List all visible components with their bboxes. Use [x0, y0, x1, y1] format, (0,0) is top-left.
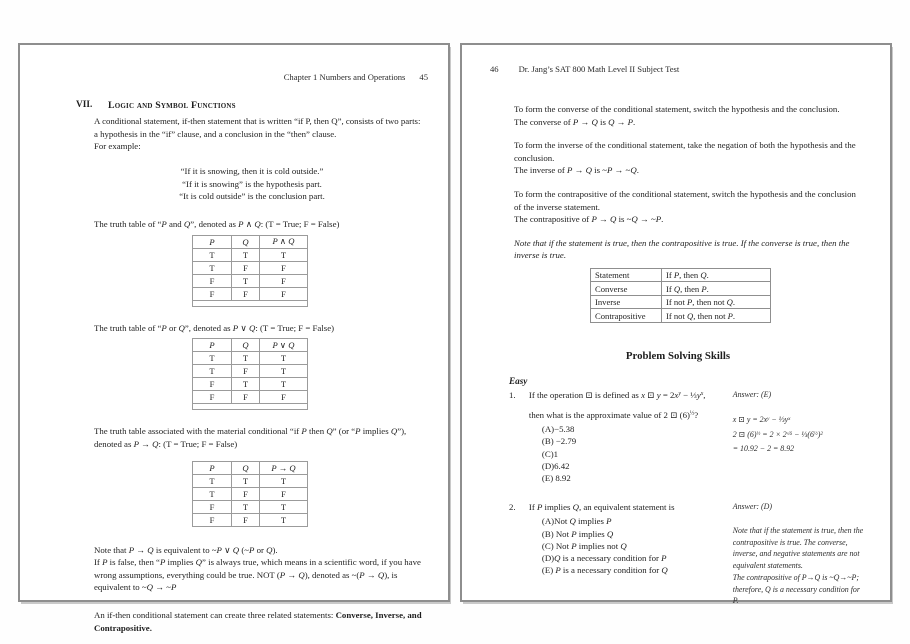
table-cell: Statement	[591, 268, 662, 282]
table-row	[193, 474, 308, 487]
and-truth-table	[192, 235, 308, 307]
table-cell: T	[260, 248, 308, 261]
example-line: “If it is snowing, then it is cold outside.”	[180, 165, 324, 176]
table-cell: T	[232, 274, 260, 287]
solution-line: x ⊡ $y = 2x^y$ − $\frac{1}{3}y^x$	[732, 415, 791, 425]
table-cell: T	[260, 352, 308, 365]
example-line: “It is cold outside” is the conclusion part.	[179, 191, 325, 202]
question-body	[529, 501, 733, 608]
right-page	[460, 43, 892, 606]
notes-paragraph	[94, 544, 426, 594]
section-heading	[76, 99, 428, 112]
question-2	[509, 501, 866, 608]
conditional-table-caption: The truth table associated with the material conditional “if P then Q” (or “P implies Q”), denoted as P → Q: (T = True; F = False)	[94, 426, 407, 449]
table-row	[591, 268, 771, 282]
table-cell: Converse	[591, 282, 662, 296]
paragraph-body: To form the converse of the conditional statement, switch the hypothesis and the conclusion.	[514, 104, 840, 114]
table-cell: T	[193, 487, 232, 500]
table-cell: F	[232, 391, 260, 404]
table-cell: F	[193, 513, 232, 526]
closing-paragraph: An if-then conditional statement can create three related statements: Converse, Inverse, and Contrapositive.	[94, 609, 422, 633]
table-cell: F	[232, 261, 260, 274]
table-header-cell: P ∨ Q	[260, 339, 308, 352]
note-line: Note that P → Q is equivalent to ~P ∨ Q (~P or Q).	[94, 544, 278, 555]
answer-label: Answer: (E)	[732, 389, 772, 399]
table-row	[193, 513, 308, 526]
chapter-header-text: Chapter 1 Numbers and Operations	[283, 72, 406, 82]
converse-paragraph	[514, 103, 864, 128]
table-cell: If not P, then not Q.	[662, 295, 771, 309]
table-row	[193, 287, 308, 300]
table-cell: If Q, then P.	[662, 282, 771, 296]
table-cell: F	[260, 287, 308, 300]
solution-line: = 10.92 − 2 = 8.92	[732, 444, 795, 454]
table-row	[591, 282, 771, 296]
table-cell: F	[193, 391, 232, 404]
choice-item: (B) −2.79	[541, 436, 577, 447]
table-header-cell: P → Q	[260, 461, 308, 474]
paragraph-formula: The contrapositive of P → Q is ~Q → ~P.	[514, 214, 664, 225]
note-line: If P is false, then “P implies Q” is always true, which means in a scientific word, if you have wrong assumptions, everything could be true. NOT (P → Q), denoted as ~(P → Q), is equivalent to ~Q → ~P	[94, 557, 421, 593]
table-cell: T	[232, 352, 260, 365]
problem-solving-skills-heading: Problem Solving Skills	[625, 349, 731, 362]
book-title-header: Dr. Jang’s SAT 800 Math Level II Subject Test	[518, 64, 680, 74]
table-cell: T	[232, 474, 260, 487]
question-body	[529, 389, 733, 485]
table-header-row	[193, 235, 308, 248]
inverse-paragraph	[514, 139, 864, 177]
table-bottom-strip	[193, 300, 308, 306]
answer-column	[733, 501, 866, 608]
question-text: If P implies Q, an equivalent statement is	[528, 501, 675, 512]
table-header-cell: P	[193, 461, 232, 474]
table-cell: F	[193, 378, 232, 391]
page-number: 46	[490, 64, 499, 74]
choice-item: (A)−5.38	[541, 424, 575, 435]
table-cell: F	[260, 274, 308, 287]
statement-forms-table	[590, 268, 771, 323]
answer-label: Answer: (D)	[732, 501, 772, 511]
table-header-cell: P ∧ Q	[260, 235, 308, 248]
table-header-row	[193, 339, 308, 352]
table-cell: T	[193, 248, 232, 261]
answer-choices	[542, 515, 733, 576]
table-cell: T	[260, 378, 308, 391]
table-header-cell: Q	[232, 461, 260, 474]
intro-paragraph: A conditional statement, if-then statement that is written “if P, then Q”, consists of two parts: a hypothesis in the “if” clause, and a conclusion in the “then” clause.	[94, 116, 421, 139]
table-header-cell: P	[193, 235, 232, 248]
table-header-cell: P	[193, 339, 232, 352]
table-cell: If not Q, then not P.	[662, 309, 771, 323]
table-cell: If P, then Q.	[662, 268, 771, 282]
for-example-line: For example:	[94, 141, 141, 152]
right-page-header	[490, 63, 866, 75]
paragraph-body: To form the inverse of the conditional statement, take the negation of both the hypothesis and the conclusion.	[514, 140, 856, 163]
choice-item: (E) P is a necessary condition for Q	[541, 565, 668, 576]
choice-item: (B) Not P implies Q	[541, 528, 614, 539]
table-bottom-strip	[193, 404, 308, 410]
table-row	[193, 352, 308, 365]
table-cell: T	[193, 474, 232, 487]
question-1	[509, 389, 866, 485]
page-number: 45	[419, 72, 428, 82]
table-row	[193, 261, 308, 274]
example-lines	[76, 165, 428, 203]
paragraph-formula: The converse of P → Q is Q → P.	[514, 116, 636, 127]
paragraph-body: To form the contrapositive of the conditional statement, switch the hypothesis and the conclusion of the inverse statement.	[514, 188, 856, 212]
question-number: 2.	[509, 501, 516, 512]
table-cell	[193, 404, 308, 410]
explanation-paragraph: The contrapositive of P→Q is ~Q→~P; therefore, Q is a necessary condition for P.	[732, 573, 860, 606]
and-table-caption: The truth table of “P and Q”, denoted as P ∧ Q: (T = True; F = False)	[94, 219, 340, 230]
table-cell: T	[260, 474, 308, 487]
answer-column	[733, 389, 866, 485]
or-truth-table	[192, 338, 308, 410]
section-title: Logic and Symbol Functions	[108, 100, 236, 111]
left-page	[18, 43, 450, 633]
table-cell: F	[232, 365, 260, 378]
left-page-header	[76, 71, 428, 83]
table-cell: F	[232, 513, 260, 526]
section-number: VII.	[76, 100, 93, 110]
italic-note: Note that if the statement is true, then the contrapositive is true. If the converse is true, then the inverse is true.	[514, 237, 850, 261]
question-text: If the operation ⊡ is defined as x ⊡ $y = 2x^y$ − $\frac{1}{3}y^x$,	[528, 389, 706, 400]
choice-item: (D)6.42	[541, 461, 570, 472]
table-cell: F	[193, 500, 232, 513]
paragraph-formula: The inverse of P → Q is ~P → ~Q.	[514, 165, 639, 176]
table-cell: T	[260, 365, 308, 378]
question-number: 1.	[509, 389, 516, 400]
choice-item: (A)Not Q implies P	[541, 516, 612, 527]
example-line: “If it is snowing” is the hypothesis part.	[182, 178, 322, 189]
table-cell: F	[260, 391, 308, 404]
table-row	[193, 487, 308, 500]
table-row	[193, 378, 308, 391]
table-row	[193, 500, 308, 513]
difficulty-label: Easy	[509, 375, 528, 386]
table-cell	[193, 300, 308, 306]
table-row	[591, 309, 771, 323]
table-cell: Contrapositive	[591, 309, 662, 323]
choice-item: (C) Not P implies not Q	[541, 540, 627, 551]
table-cell: T	[260, 513, 308, 526]
table-cell: F	[193, 274, 232, 287]
conditional-truth-table	[192, 461, 308, 527]
contrapositive-paragraph	[514, 188, 864, 226]
table-cell: F	[260, 261, 308, 274]
or-table-caption: The truth table of “P or Q”, denoted as P ∨ Q: (T = True; F = False)	[94, 322, 335, 333]
table-cell: T	[232, 500, 260, 513]
table-header-cell: Q	[232, 235, 260, 248]
table-cell: F	[260, 487, 308, 500]
solution-line: 2 ⊡ $(6)^{\frac{1}{2}} = 2 \times 2^{√6}$ − $\frac{1}{3}(6^{\frac{1}{2}})^2$	[732, 429, 823, 439]
table-cell: Inverse	[591, 295, 662, 309]
table-row	[193, 248, 308, 261]
table-row	[193, 391, 308, 404]
choice-item: (E) 8.92	[541, 473, 571, 484]
table-cell: F	[232, 287, 260, 300]
table-row	[591, 295, 771, 309]
table-cell: T	[193, 352, 232, 365]
table-cell: T	[232, 378, 260, 391]
table-cell: T	[260, 500, 308, 513]
table-cell: T	[193, 261, 232, 274]
table-cell: F	[232, 487, 260, 500]
table-cell: F	[193, 287, 232, 300]
table-header-row	[193, 461, 308, 474]
table-row	[193, 274, 308, 287]
table-cell: T	[232, 248, 260, 261]
choice-item: (C)1	[541, 448, 559, 459]
table-header-cell: Q	[232, 339, 260, 352]
question-text: then what is the approximate value of 2 ⊡ $(6)^{\frac{1}{2}}$?	[528, 409, 699, 420]
table-row	[193, 365, 308, 378]
choice-item: (D)Q is a necessary condition for P	[541, 553, 667, 564]
explanation-paragraph: Note that if the statement is true, then the contrapositive is true. The converse, inverse, and negative statements are not equivalent statements.	[732, 526, 864, 570]
table-cell: T	[193, 365, 232, 378]
answer-choices	[542, 423, 733, 484]
